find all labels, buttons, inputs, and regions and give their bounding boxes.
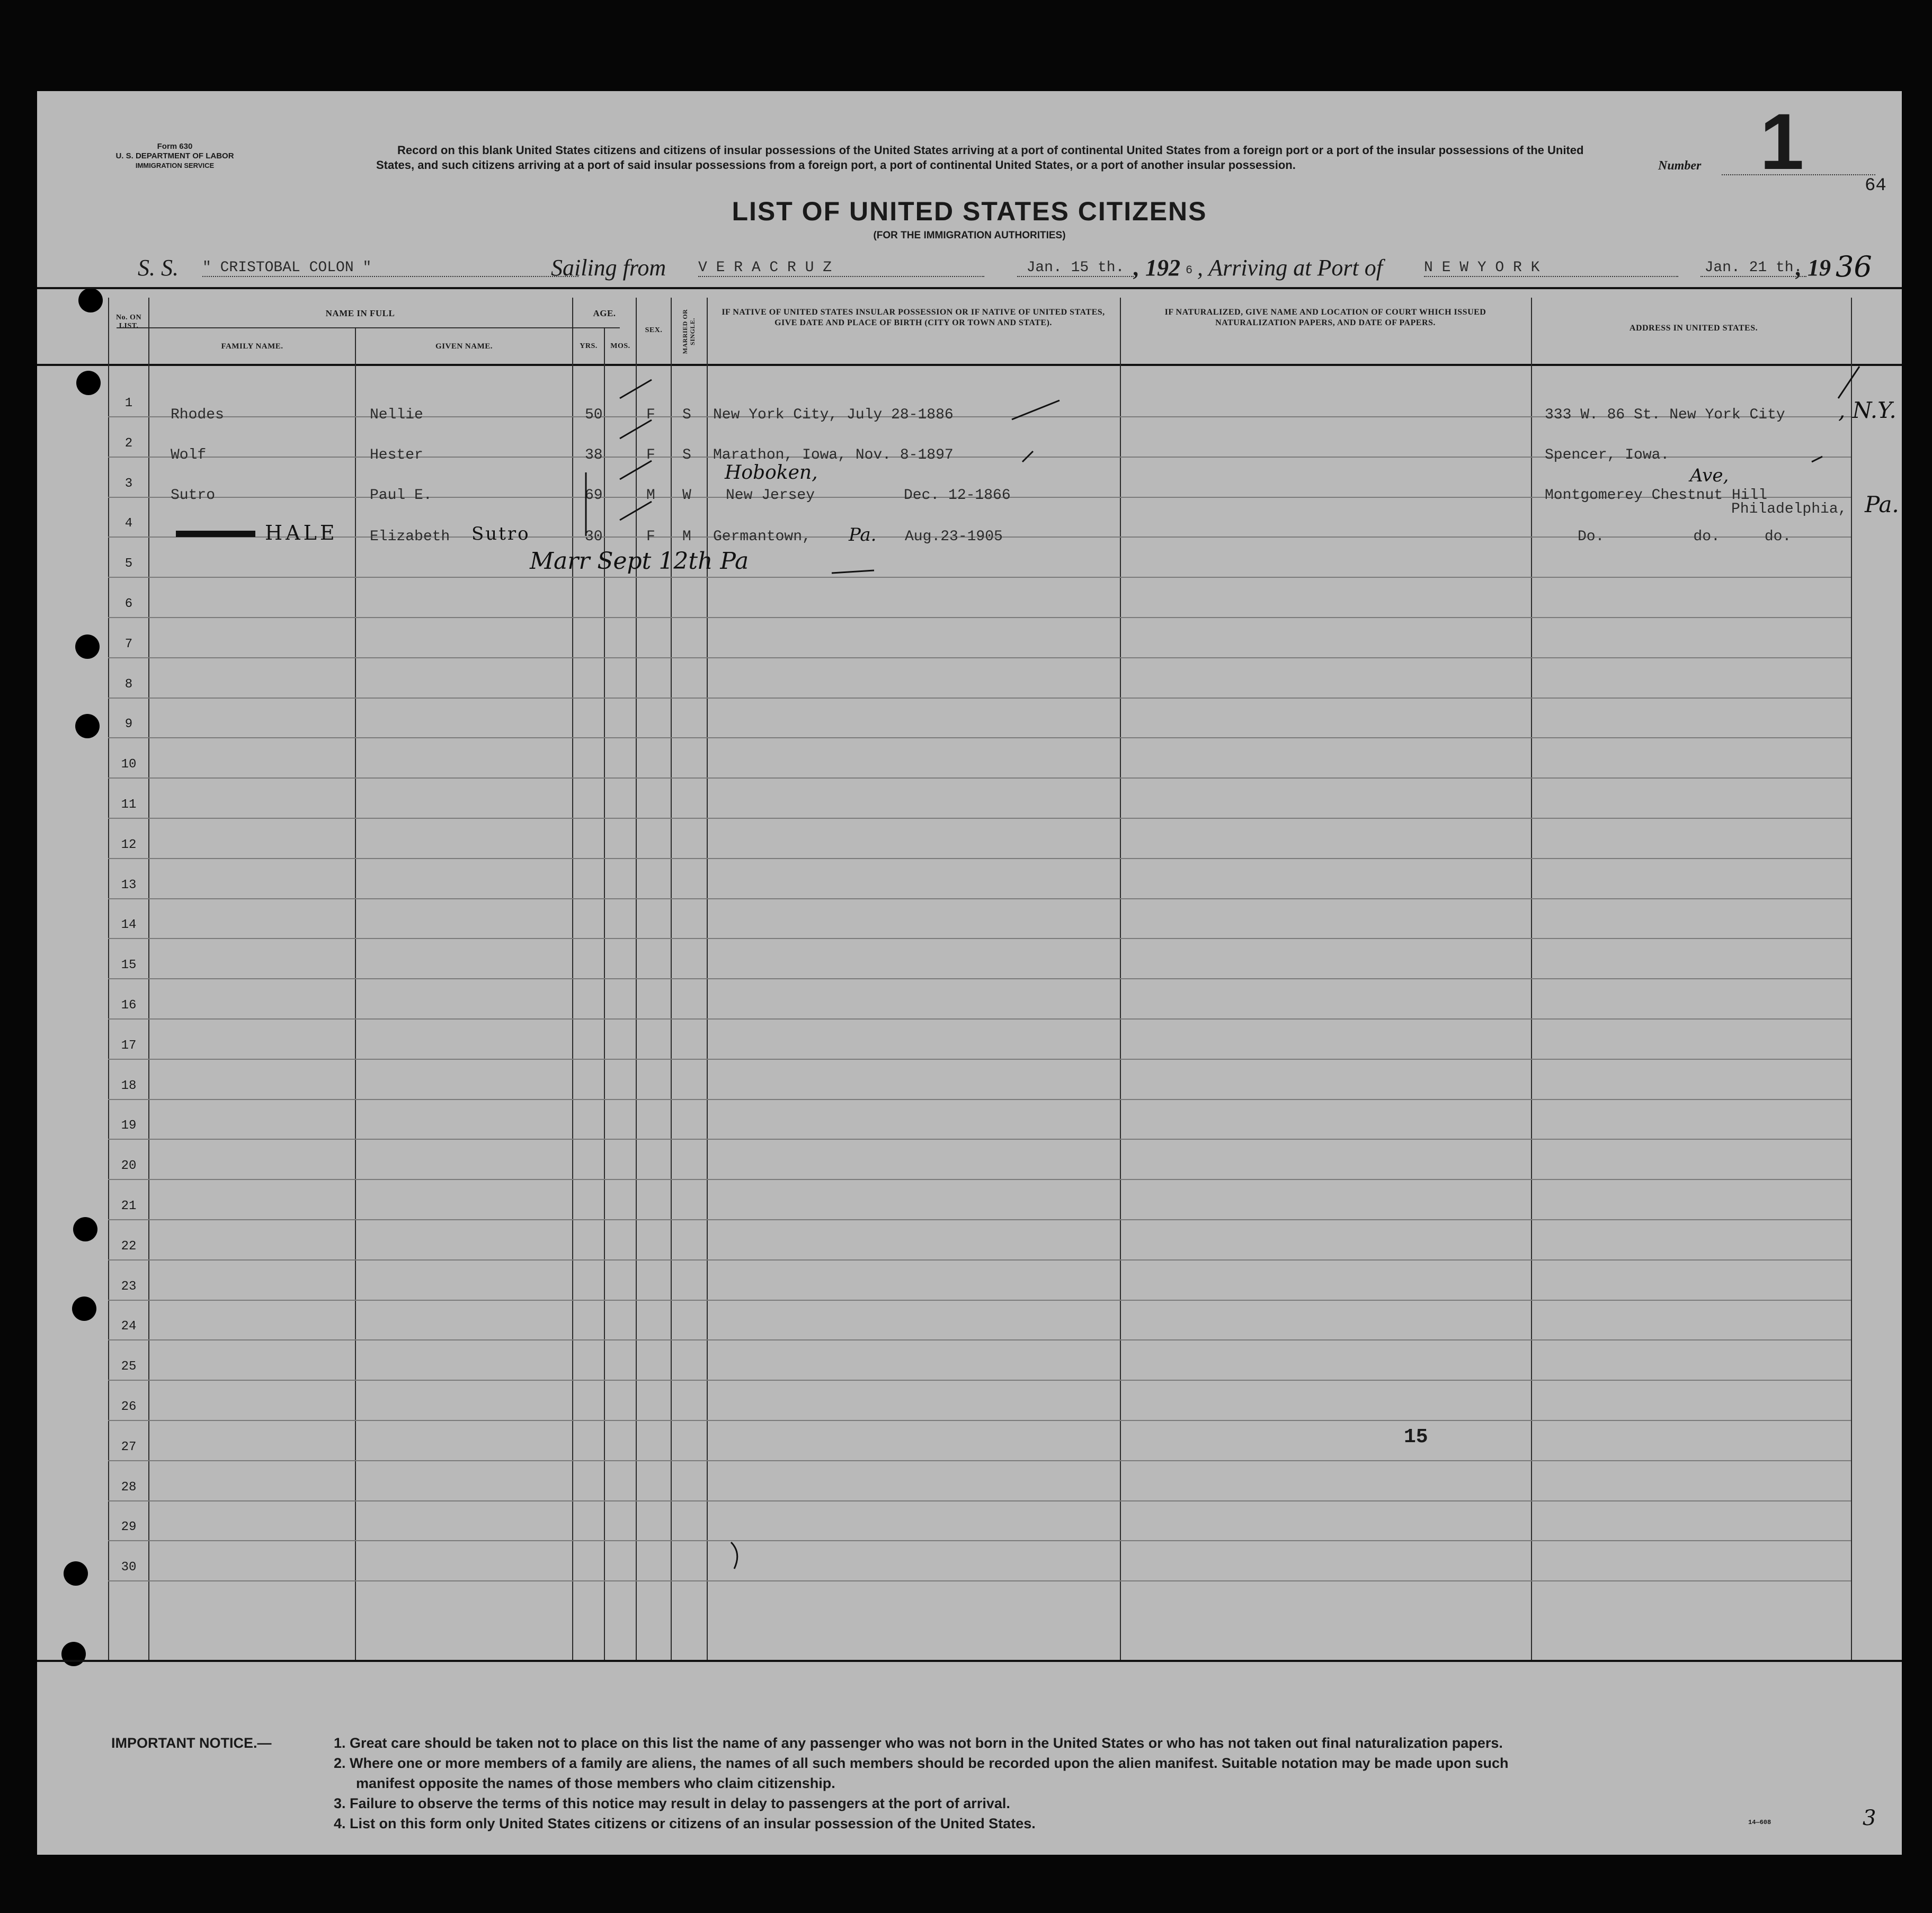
departure-year-prefix: , 192 [1134, 255, 1180, 281]
row-number: 2 [124, 436, 133, 451]
arrival-port: N E W Y O R K [1424, 260, 1678, 277]
service-name: IMMIGRATION SERVICE [135, 162, 215, 169]
marital-status: W [682, 487, 691, 504]
row-number: 11 [121, 798, 137, 812]
corner-handwritten: 3 [1863, 1806, 1876, 1830]
age-years: 30 [585, 529, 603, 545]
row-number: 12 [121, 837, 137, 852]
row-number: 27 [121, 1440, 137, 1454]
row-number: 7 [124, 637, 133, 651]
marital-status: M [682, 529, 691, 545]
row-number: 22 [121, 1239, 137, 1254]
row-number: 10 [121, 757, 137, 772]
row-number: 13 [121, 878, 137, 892]
address: Spencer, Iowa. [1545, 447, 1670, 463]
given-name: Nellie [370, 407, 423, 423]
row-number: 1 [124, 396, 133, 410]
col-header-naturalized: IF NATURALIZED, GIVE NAME AND LOCATION OF COURT WHICH ISSUED NATURALIZATION PAPERS, AND DATE OF PAPERS. [1164, 308, 1486, 327]
tick-mark [1012, 400, 1060, 419]
col-header-name-in-full: NAME IN FULL [325, 308, 395, 318]
row-number: 28 [121, 1480, 137, 1495]
col-header-mos: MOS. [610, 342, 630, 350]
address-line2: Philadelphia, [1731, 501, 1847, 517]
notice-item: 4. List on this form only United States citizens or citizens of an insular possession of the United States. [334, 1816, 1036, 1831]
age-years: 38 [585, 447, 603, 463]
number-label: Number [1658, 159, 1702, 173]
col-header-yrs: YRS. [580, 342, 598, 350]
tick-mark [1812, 457, 1822, 462]
page-subtitle: (FOR THE IMMIGRATION AUTHORITIES) [873, 230, 1066, 241]
row-number: 20 [121, 1159, 137, 1174]
col-header-family-name: FAMILY NAME. [221, 342, 283, 351]
row-number: 14 [121, 918, 137, 933]
address-handwritten: Ave, [1690, 465, 1729, 486]
ship-name: " CRISTOBAL COLON " [202, 260, 578, 277]
sex: F [646, 407, 655, 423]
row-number: 6 [124, 597, 133, 611]
row-number: 4 [124, 516, 133, 531]
tick-mark [620, 502, 652, 520]
instructions-text: Record on this blank United States citizens and citizens of insular possessions of the United States arriving at a port of continental United States from a foreign port or a port of the insular possessions of the United States, and such citizens arriving at a port of said insular possessions from a foreign port, a port of continental United States, or a port of another insular possession. [376, 144, 1584, 172]
birth-place-date: Marathon, Iowa, Nov. 8-1897 [713, 447, 954, 463]
address-handwritten: , N.Y. [1838, 397, 1897, 423]
row-number: 16 [121, 998, 137, 1013]
departure-port: V E R A C R U Z [698, 260, 984, 277]
family-name: HALE [265, 521, 338, 544]
row-number: 29 [121, 1520, 137, 1535]
address-line2-handwritten: Pa. [1865, 491, 1899, 517]
address: Do. do. do. [1578, 529, 1792, 545]
department-name: U. S. DEPARTMENT OF LABOR [115, 151, 234, 160]
row-number: 30 [121, 1560, 137, 1575]
row-number: 8 [124, 677, 133, 692]
sex: F [646, 529, 655, 545]
row-number: 25 [121, 1360, 137, 1374]
row-number: 5 [124, 557, 133, 571]
page-title: LIST OF UNITED STATES CITIZENS [732, 196, 1207, 226]
departure-year-suffix: 6 [1186, 264, 1193, 277]
pen-marks [37, 91, 1902, 1855]
birth-place: New Jersey [726, 487, 815, 504]
sex: F [646, 447, 655, 463]
notice-item: 3. Failure to observe the terms of this notice may result in delay to passengers at the port of arrival. [334, 1795, 1010, 1811]
row-number: 18 [121, 1078, 137, 1093]
row-number: 24 [121, 1319, 137, 1334]
address: 333 W. 86 St. New York City [1545, 407, 1785, 423]
given-name: Elizabeth [370, 529, 450, 545]
family-name: Wolf [171, 447, 207, 463]
marital-status: S [682, 407, 691, 423]
row-number: 17 [121, 1038, 137, 1053]
tick-mark [1838, 366, 1859, 398]
birth-city-handwritten: Hoboken, [725, 462, 818, 484]
given-name: Hester [370, 447, 423, 463]
given-name: Paul E. [370, 487, 432, 504]
arrival-year-prefix: , 19 [1796, 255, 1831, 281]
departure-date: Jan. 15 th. [1017, 260, 1134, 277]
tick-mark [1022, 451, 1033, 462]
row-number: 19 [121, 1119, 137, 1133]
tick-mark [620, 461, 652, 479]
notice-label: IMPORTANT NOTICE.— [111, 1735, 272, 1751]
family-name: Rhodes [171, 407, 224, 423]
age-years: 69 [585, 487, 603, 504]
arriving-label: , Arriving at Port of [1197, 255, 1383, 281]
marital-status: S [682, 447, 691, 463]
row-number: 9 [124, 717, 133, 732]
notice-item: 2. Where one or more members of a family are aliens, the names of all such members should be recorded upon the alien manifest. Suitable notation may be made upon such [334, 1755, 1509, 1771]
given-name-handwritten: Sutro [471, 523, 530, 544]
col-header-sex: SEX. [645, 326, 663, 334]
bracket-mark [731, 1542, 737, 1569]
form-number: Form 630 [157, 142, 193, 151]
birth-place-date: New York City, July 28-1886 [713, 407, 954, 423]
birth-place: Germantown, [713, 529, 811, 545]
underline-mark [832, 570, 874, 573]
print-code: 14—608 [1748, 1819, 1771, 1826]
row-number: 3 [124, 476, 133, 491]
row-number: 26 [121, 1400, 137, 1414]
notice-item: manifest opposite the names of those members who claim citizenship. [356, 1775, 835, 1791]
sex: M [646, 487, 655, 504]
col-header-given-name: GIVEN NAME. [435, 342, 493, 351]
arrival-date: Jan. 21 th. [1700, 260, 1806, 277]
age-years: 50 [585, 407, 603, 423]
sailing-from-label: Sailing from [551, 255, 666, 281]
manifest-sheet [37, 91, 1902, 1855]
col-header-married: MARRIED OR SINGLE. [681, 309, 696, 354]
page-number: 15 [1404, 1426, 1428, 1449]
list-number: 1 [1760, 97, 1804, 186]
birth-date: Dec. 12-1866 [904, 487, 1011, 504]
col-header-birth: IF NATIVE OF UNITED STATES INSULAR POSSESSION OR IF NATIVE OF UNITED STATES, GIVE DATE AND PLACE OF BIRTH (CITY OR TOWN AND STATE). [722, 308, 1105, 327]
tick-mark [620, 380, 652, 398]
family-name: Sutro [171, 487, 216, 504]
birth-state-handwritten: Pa. [849, 524, 877, 546]
row-number: 23 [121, 1279, 137, 1294]
corner-mark: 64 [1865, 176, 1886, 196]
col-header-age: AGE. [593, 308, 616, 318]
handwritten-note: Marr Sept 12th Pa [530, 548, 749, 575]
birth-date: Aug.23-1905 [905, 529, 1003, 545]
ss-label: S. S. [138, 255, 179, 281]
col-header-no: No. ON LIST. [115, 314, 142, 330]
tick-mark [620, 420, 652, 439]
row-number: 15 [121, 958, 137, 973]
row-number: 21 [121, 1199, 137, 1213]
address: Montgomerey Chestnut Hill [1545, 487, 1768, 504]
notice-item: 1. Great care should be taken not to place on this list the name of any passenger who was not born in the United States or who has not taken out final naturalization papers. [334, 1735, 1503, 1751]
col-header-address: ADDRESS IN UNITED STATES. [1629, 324, 1758, 333]
arrival-year-suffix: 36 [1836, 250, 1872, 283]
